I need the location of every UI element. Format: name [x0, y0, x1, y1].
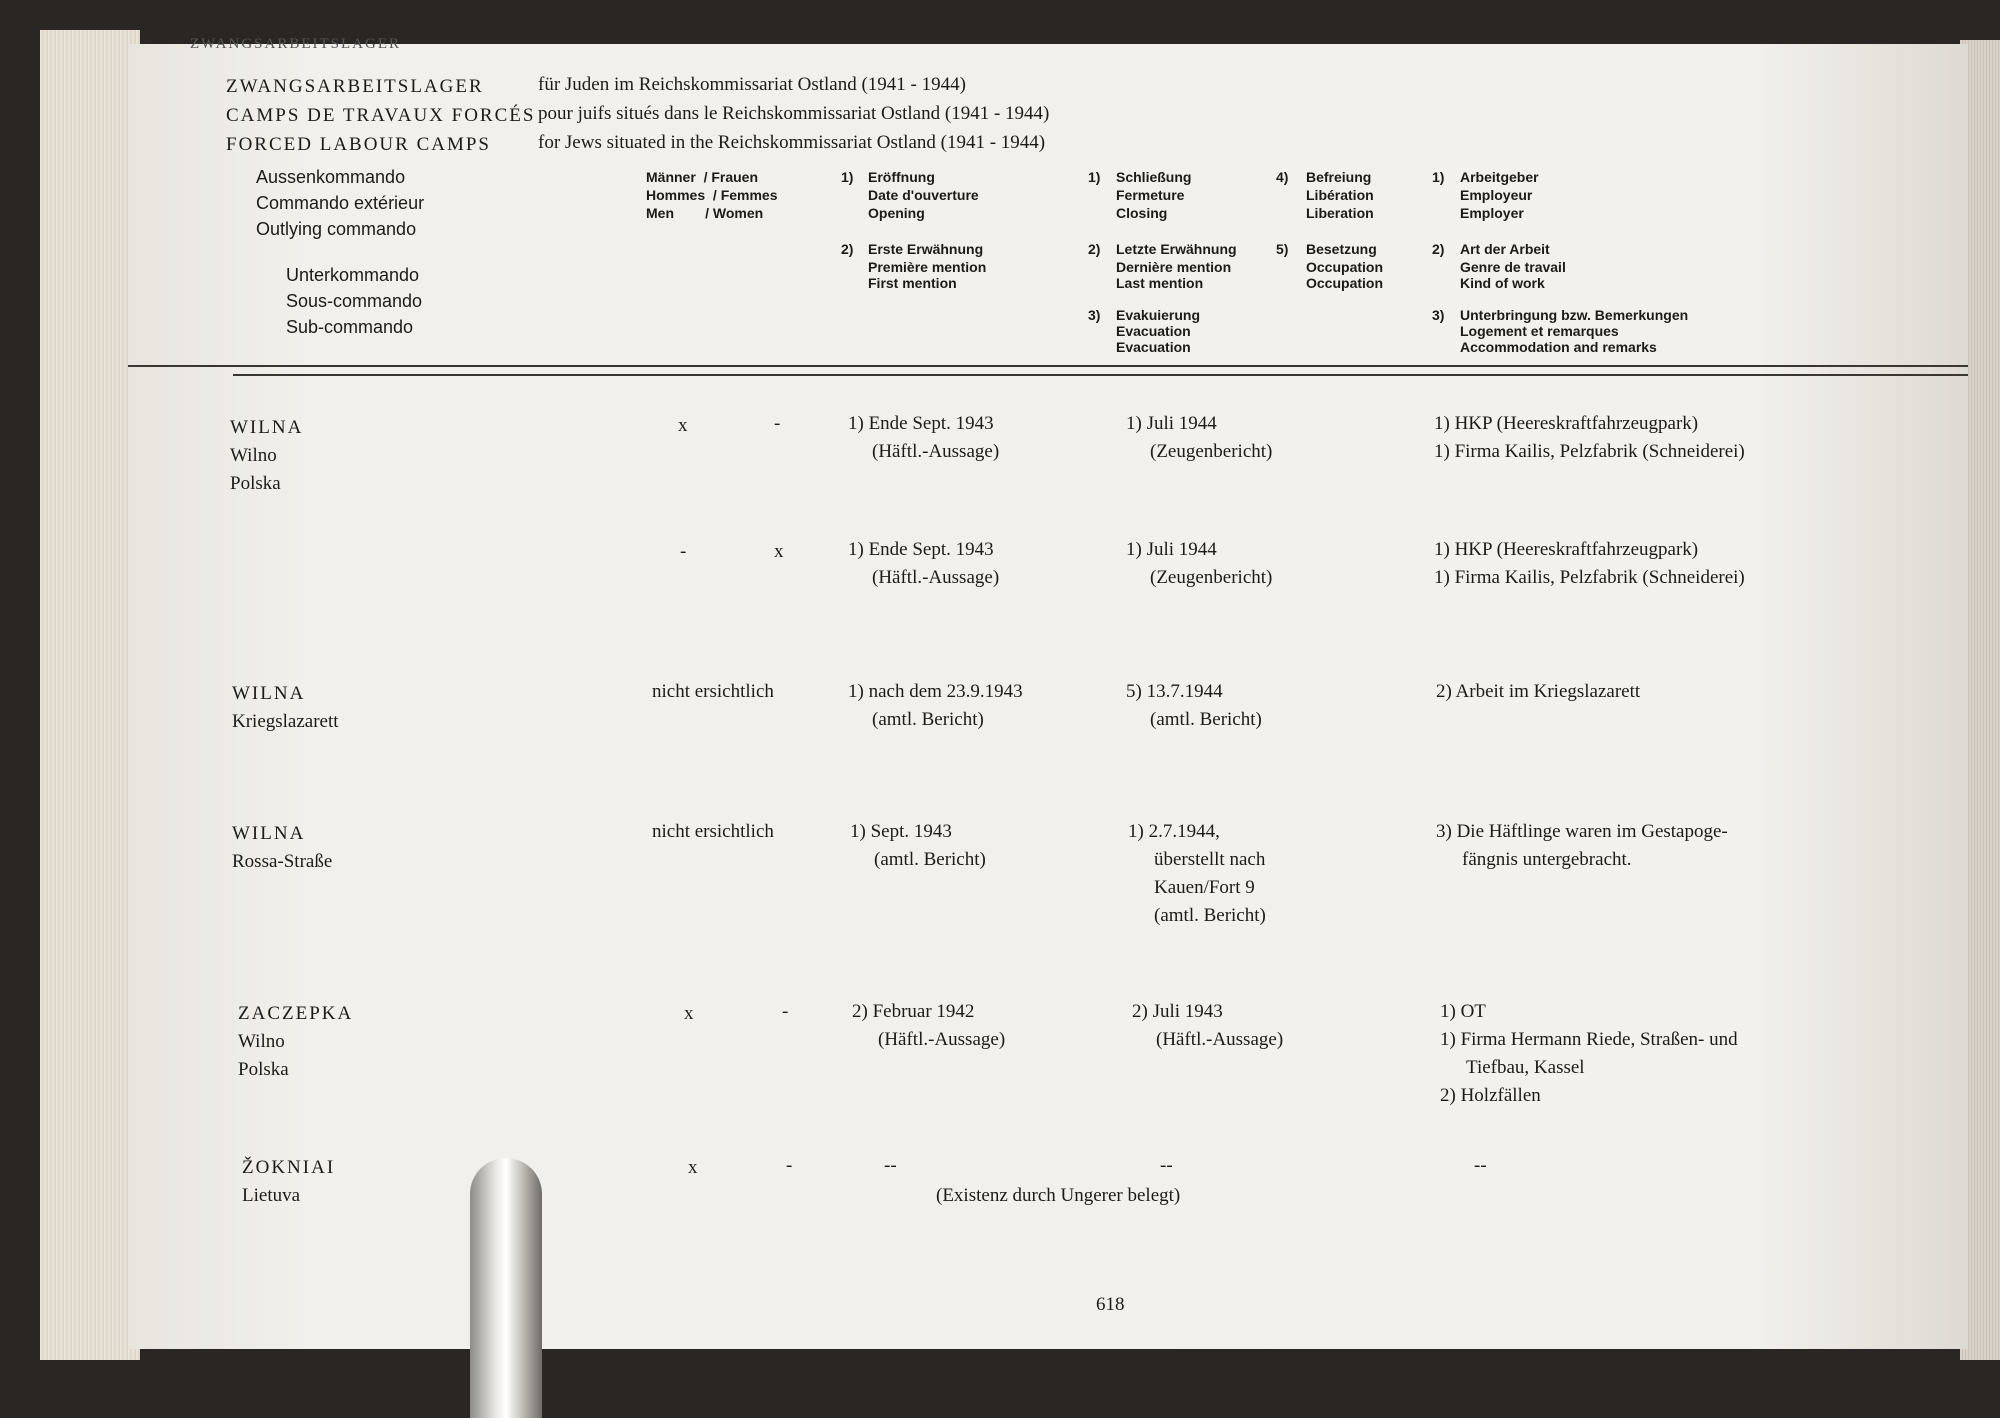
entry-6-women: - — [786, 1155, 793, 1176]
unter-de: Unterkommando — [286, 265, 420, 285]
entry-4-closed-1: überstellt nach — [1154, 849, 1266, 870]
entry-6-opened: -- — [884, 1155, 897, 1176]
col-f1-en: Employer — [1460, 205, 1524, 221]
col-c1-de: Eröffnung — [868, 169, 935, 185]
entry-5-men: x — [684, 1003, 694, 1024]
entry-5-closed-1: (Häftl.-Aussage) — [1156, 1029, 1284, 1050]
col-f1-de: Arbeitgeber — [1460, 169, 1539, 185]
col-f1-num: 1) — [1432, 169, 1445, 185]
entry-5-women: - — [782, 1001, 789, 1022]
col-c2-fr: Première mention — [868, 259, 987, 275]
entry-1-place-name: WILNA — [230, 417, 304, 438]
entry-2-women: x — [774, 541, 784, 562]
col-d3-en: Evacuation — [1116, 339, 1191, 355]
entry-1-closed-1: (Zeugenbericht) — [1150, 441, 1273, 462]
entry-5-place-city: Wilno — [238, 1031, 285, 1052]
header-rule-bottom — [233, 374, 1968, 376]
col-f3-de: Unterbringung bzw. Bemerkungen — [1460, 307, 1689, 323]
subtitle-de: für Juden im Reichskommissariat Ostland (1941 - 1944) — [538, 74, 966, 95]
subtitle-fr: pour juifs situés dans le Reichskommissariat Ostland (1941 - 1944) — [538, 103, 1050, 124]
col-f3-en: Accommodation and remarks — [1460, 339, 1657, 355]
col-f2-en: Kind of work — [1460, 275, 1545, 291]
entry-5-place-country: Polska — [238, 1059, 289, 1080]
entry-6-work: -- — [1474, 1155, 1487, 1176]
entry-6-men: x — [688, 1157, 698, 1178]
entry-1-work-0: 1) HKP (Heereskraftfahrzeugpark) — [1434, 413, 1699, 434]
entry-1-opened-0: 1) Ende Sept. 1943 — [848, 413, 994, 434]
col-e5-de: Besetzung — [1306, 241, 1377, 257]
entry-1-place-country: Polska — [230, 473, 281, 494]
col-c2-de: Erste Erwähnung — [868, 241, 984, 257]
entry-1-place-city: Wilno — [230, 445, 277, 466]
entry-4-place-name: WILNA — [232, 823, 306, 844]
entry-2-work-0: 1) HKP (Heereskraftfahrzeugpark) — [1434, 539, 1699, 560]
entry-5-place-name: ZACZEPKA — [238, 1003, 354, 1024]
entry-6-place-name: ŽOKNIAI — [242, 1157, 336, 1178]
entry-5-work-1: 1) Firma Hermann Riede, Straßen- und — [1440, 1029, 1738, 1050]
entry-1-opened-1: (Häftl.-Aussage) — [872, 441, 1000, 462]
entry-2-closed-1: (Zeugenbericht) — [1150, 567, 1273, 588]
entry-5-work-3: 2) Holzfällen — [1440, 1085, 1541, 1106]
col-d3-num: 3) — [1088, 307, 1101, 323]
col-d3-de: Evakuierung — [1116, 307, 1201, 323]
col-d2-de: Letzte Erwähnung — [1116, 241, 1237, 257]
unter-fr: Sous-commando — [286, 291, 423, 311]
aussen-fr: Commando extérieur — [256, 193, 425, 213]
entry-3-opened-0: 1) nach dem 23.9.1943 — [848, 681, 1023, 702]
col-e5-en: Occupation — [1306, 275, 1384, 291]
entry-1-closed-0: 1) Juli 1944 — [1126, 413, 1217, 434]
col-c1-num: 1) — [841, 169, 854, 185]
entry-3-men-women: nicht ersichtlich — [652, 681, 774, 702]
col-c2-num: 2) — [841, 241, 854, 257]
book-page — [128, 36, 1968, 1349]
entry-4-closed-0: 1) 2.7.1944, — [1128, 821, 1220, 842]
entry-5-work-2: Tiefbau, Kassel — [1466, 1057, 1585, 1078]
col-men-women-en: Men / Women — [646, 205, 764, 221]
entry-2-opened-0: 1) Ende Sept. 1943 — [848, 539, 994, 560]
entry-4-work-1: fängnis untergebracht. — [1462, 849, 1632, 870]
entry-6-closed: -- — [1160, 1155, 1173, 1176]
col-men-women-fr: Hommes / Femmes — [646, 187, 778, 203]
entry-3-opened-1: (amtl. Bericht) — [872, 709, 984, 730]
col-d3-fr: Evacuation — [1116, 323, 1191, 339]
col-d2-en: Last mention — [1116, 275, 1204, 291]
subtitle-en: for Jews situated in the Reichskommissariat Ostland (1941 - 1944) — [538, 132, 1046, 153]
entry-3-place-name: WILNA — [232, 683, 306, 704]
col-c1-en: Opening — [868, 205, 925, 221]
pen-object — [470, 1158, 542, 1418]
entry-3-place-sub: Kriegslazarett — [232, 711, 339, 732]
col-men-women-de: Männer / Frauen — [646, 169, 759, 185]
col-d2-num: 2) — [1088, 241, 1101, 257]
col-f2-num: 2) — [1432, 241, 1445, 257]
col-e4-fr: Libération — [1306, 187, 1374, 203]
entry-5-opened-1: (Häftl.-Aussage) — [878, 1029, 1006, 1050]
col-e4-en: Liberation — [1306, 205, 1374, 221]
col-d1-en: Closing — [1116, 205, 1168, 221]
col-c2-en: First mention — [868, 275, 957, 291]
col-e5-fr: Occupation — [1306, 259, 1384, 275]
col-e4-num: 4) — [1276, 169, 1289, 185]
entry-5-work-0: 1) OT — [1440, 1001, 1486, 1022]
entry-5-closed-0: 2) Juli 1943 — [1132, 1001, 1223, 1022]
entry-6-place-country: Lietuva — [242, 1185, 301, 1206]
unter-en: Sub-commando — [286, 317, 414, 337]
entry-3-closed-1: (amtl. Bericht) — [1150, 709, 1262, 730]
entry-4-opened-0: 1) Sept. 1943 — [850, 821, 952, 842]
entry-3-closed-0: 5) 13.7.1944 — [1126, 681, 1223, 702]
entry-6-note: (Existenz durch Ungerer belegt) — [936, 1185, 1181, 1206]
col-f3-num: 3) — [1432, 307, 1445, 323]
entry-2-work-1: 1) Firma Kailis, Pelzfabrik (Schneiderei) — [1434, 567, 1745, 588]
aussen-de: Aussenkommando — [256, 167, 406, 187]
entry-2-opened-1: (Häftl.-Aussage) — [872, 567, 1000, 588]
entry-4-men-women: nicht ersichtlich — [652, 821, 774, 842]
col-d1-fr: Fermeture — [1116, 187, 1185, 203]
running-head: ZWANGSARBEITSLAGER — [190, 36, 401, 52]
entry-5-opened-0: 2) Februar 1942 — [852, 1001, 975, 1022]
col-d1-num: 1) — [1088, 169, 1101, 185]
entry-4-work-0: 3) Die Häftlinge waren im Gestapoge- — [1436, 821, 1728, 842]
entry-4-place-sub: Rossa-Straße — [232, 851, 333, 872]
col-f3-fr: Logement et remarques — [1460, 323, 1619, 339]
entry-1-women: - — [774, 413, 781, 434]
col-f1-fr: Employeur — [1460, 187, 1533, 203]
entry-4-closed-3: (amtl. Bericht) — [1154, 905, 1266, 926]
entry-2-men: - — [680, 541, 687, 562]
entry-1-work-1: 1) Firma Kailis, Pelzfabrik (Schneiderei) — [1434, 441, 1745, 462]
col-c1-fr: Date d'ouverture — [868, 187, 979, 203]
entry-4-closed-2: Kauen/Fort 9 — [1154, 877, 1255, 898]
title-en: FORCED LABOUR CAMPS — [226, 134, 491, 155]
col-e5-num: 5) — [1276, 241, 1289, 257]
header-rule-top — [128, 365, 1968, 367]
col-e4-de: Befreiung — [1306, 169, 1372, 185]
entry-1-men: x — [678, 415, 688, 436]
col-f2-fr: Genre de travail — [1460, 259, 1566, 275]
col-d2-fr: Dernière mention — [1116, 259, 1232, 275]
page-number: 618 — [1096, 1294, 1125, 1315]
col-d1-de: Schließung — [1116, 169, 1192, 185]
entry-2-closed-0: 1) Juli 1944 — [1126, 539, 1217, 560]
title-fr: CAMPS DE TRAVAUX FORCÉS — [226, 105, 536, 126]
entry-3-work-0: 2) Arbeit im Kriegslazarett — [1436, 681, 1641, 702]
entry-4-opened-1: (amtl. Bericht) — [874, 849, 986, 870]
col-f2-de: Art der Arbeit — [1460, 241, 1550, 257]
title-de: ZWANGSARBEITSLAGER — [226, 76, 484, 97]
book-page-edges-left — [40, 30, 140, 1360]
aussen-en: Outlying commando — [256, 219, 417, 239]
